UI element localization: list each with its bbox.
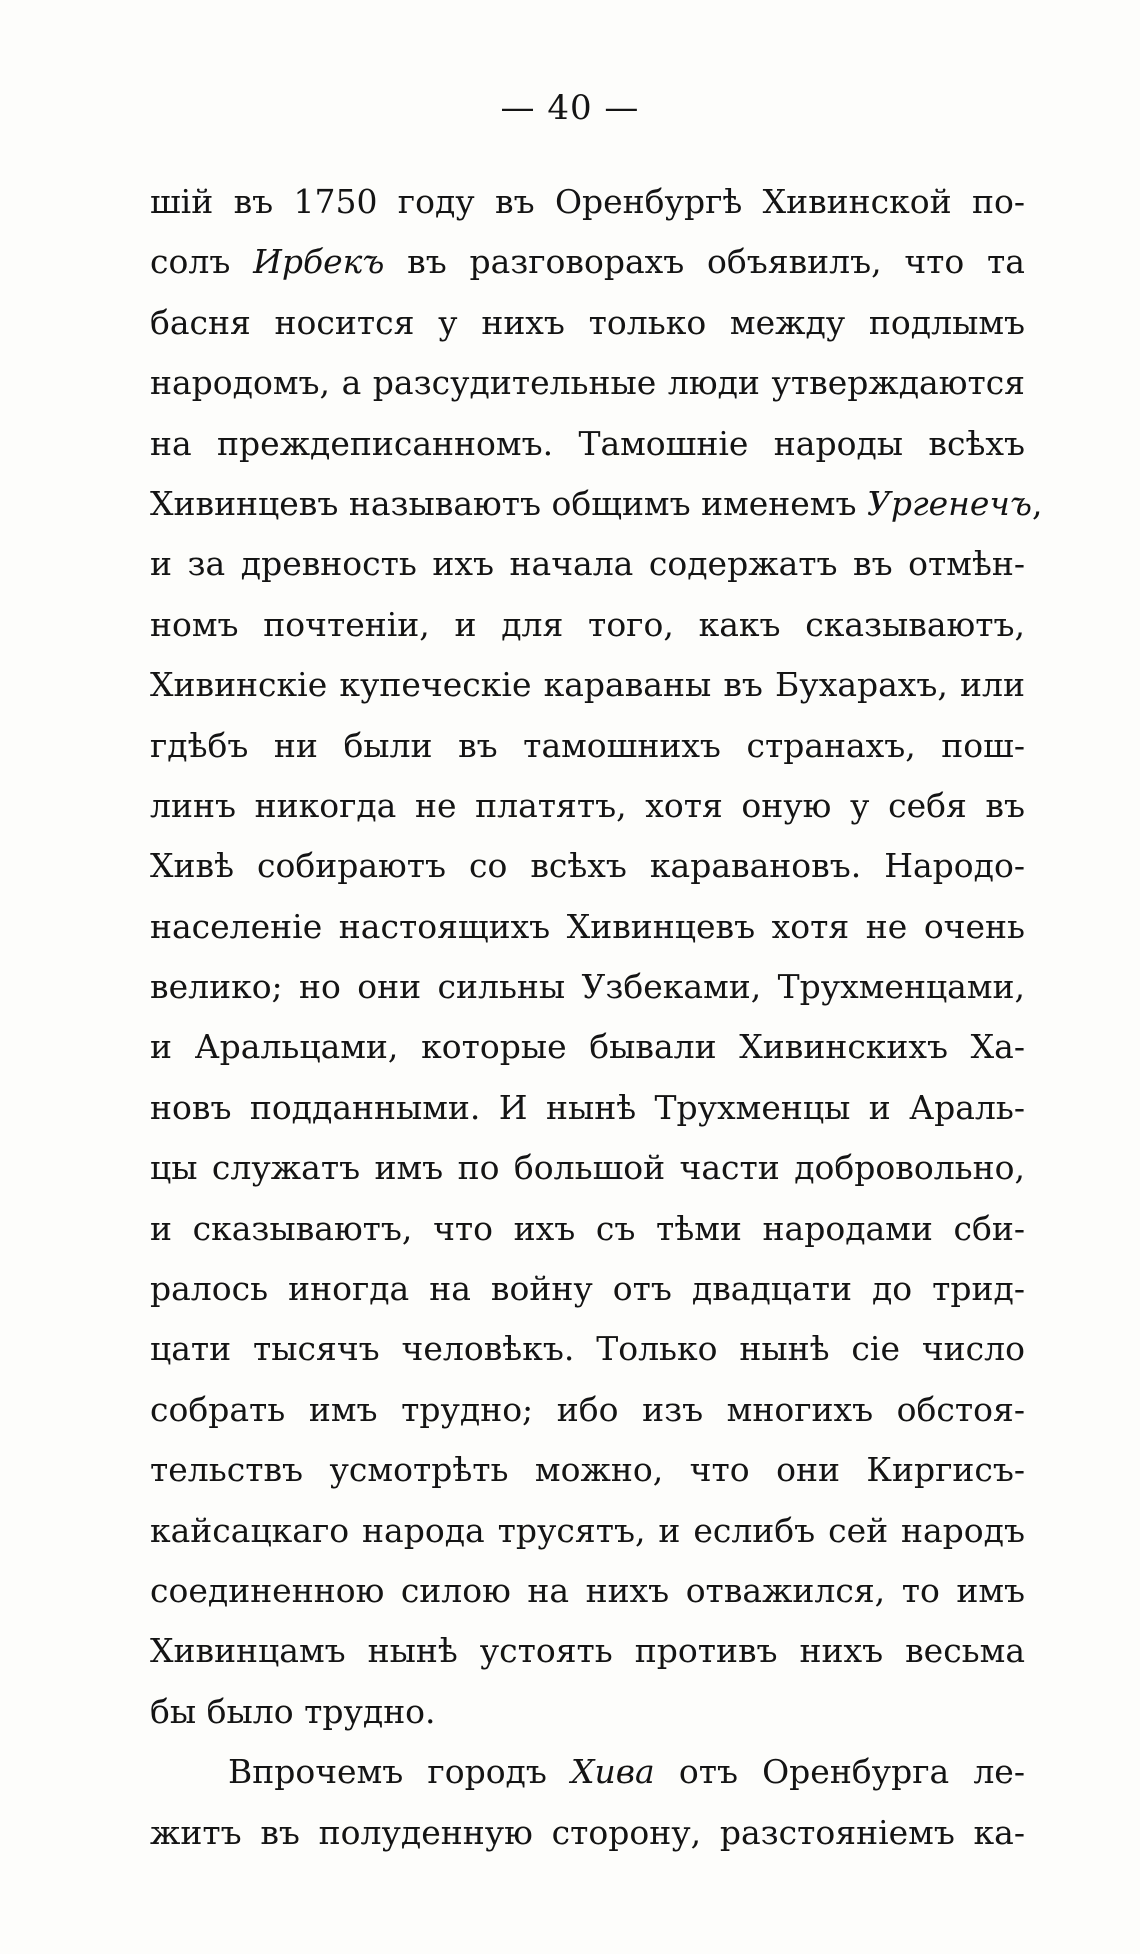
text-line: велико; но они сильны Узбеками, Трухменцами,	[150, 967, 1025, 1007]
text-line: и за древность ихъ начала содержатъ въ отмѣн-	[150, 544, 1025, 584]
text-line: соединенною силою на нихъ отважился, то имъ	[150, 1570, 1025, 1610]
text-line: и сказываютъ, что ихъ съ тѣми народами сби-	[150, 1208, 1025, 1248]
text-line: житъ въ полуденную сторону, разстояніемъ ка-	[150, 1812, 1025, 1852]
text-line: номъ почтеніи, и для того, какъ сказываютъ,	[150, 604, 1025, 644]
text-line: солъ Ирбекъ въ разговорахъ объявилъ, что та	[150, 242, 1025, 282]
text-line: собрать имъ трудно; ибо изъ многихъ обстоя-	[150, 1389, 1025, 1429]
text-line: населеніе настоящихъ Хивинцевъ хотя не очень	[150, 906, 1025, 946]
page-number: — 40 —	[500, 88, 640, 128]
italic-name: Ирбекъ	[253, 242, 385, 282]
italic-name: Хива	[571, 1752, 655, 1792]
text-line: новъ подданными. И нынѣ Трухменцы и Араль-	[150, 1087, 1025, 1127]
text-line: народомъ, а разсудительные люди утверждаются	[150, 363, 1025, 403]
text-line: бы было трудно.	[150, 1691, 436, 1731]
italic-name: Ургенечъ	[866, 483, 1032, 523]
text-line: линъ никогда не платятъ, хотя оную у себя въ	[150, 785, 1025, 825]
text-line: Впрочемъ городъ Хива отъ Оренбурга ле-	[228, 1752, 1025, 1792]
body-text	[150, 172, 1043, 1863]
text-line: цати тысячъ человѣкъ. Только нынѣ сіе число	[150, 1329, 1025, 1369]
text-line: Хивинскіе купеческіе караваны въ Бухарахъ, или	[150, 665, 1025, 705]
text-line: тельствъ усмотрѣть можно, что они Киргисъ-	[150, 1450, 1025, 1490]
text-line: на преждеписанномъ. Тамошніе народы всѣхъ	[150, 423, 1025, 463]
text-line: кайсацкаго народа трусятъ, и еслибъ сей народъ	[150, 1510, 1025, 1550]
text-line: гдѣбъ ни были въ тамошнихъ странахъ, пош-	[150, 725, 1025, 765]
text-line: Хивинцамъ нынѣ устоять противъ нихъ весьма	[150, 1631, 1025, 1671]
text-line: цы служатъ имъ по большой части добровольно,	[150, 1148, 1025, 1188]
text-line: басня носится у нихъ только между подлымъ	[150, 302, 1025, 342]
text-line: Хивѣ собираютъ со всѣхъ каравановъ. Народо-	[150, 846, 1025, 886]
text-line: ралось иногда на войну отъ двадцати до трид-	[150, 1269, 1025, 1309]
text-line: и Аральцами, которые бывали Хивинскихъ Ха-	[150, 1027, 1025, 1067]
text-line: шій въ 1750 году въ Оренбургѣ Хивинской по-	[150, 182, 1025, 221]
text-line: Хивинцевъ называютъ общимъ именемъ Ургенечъ,	[150, 483, 1043, 523]
